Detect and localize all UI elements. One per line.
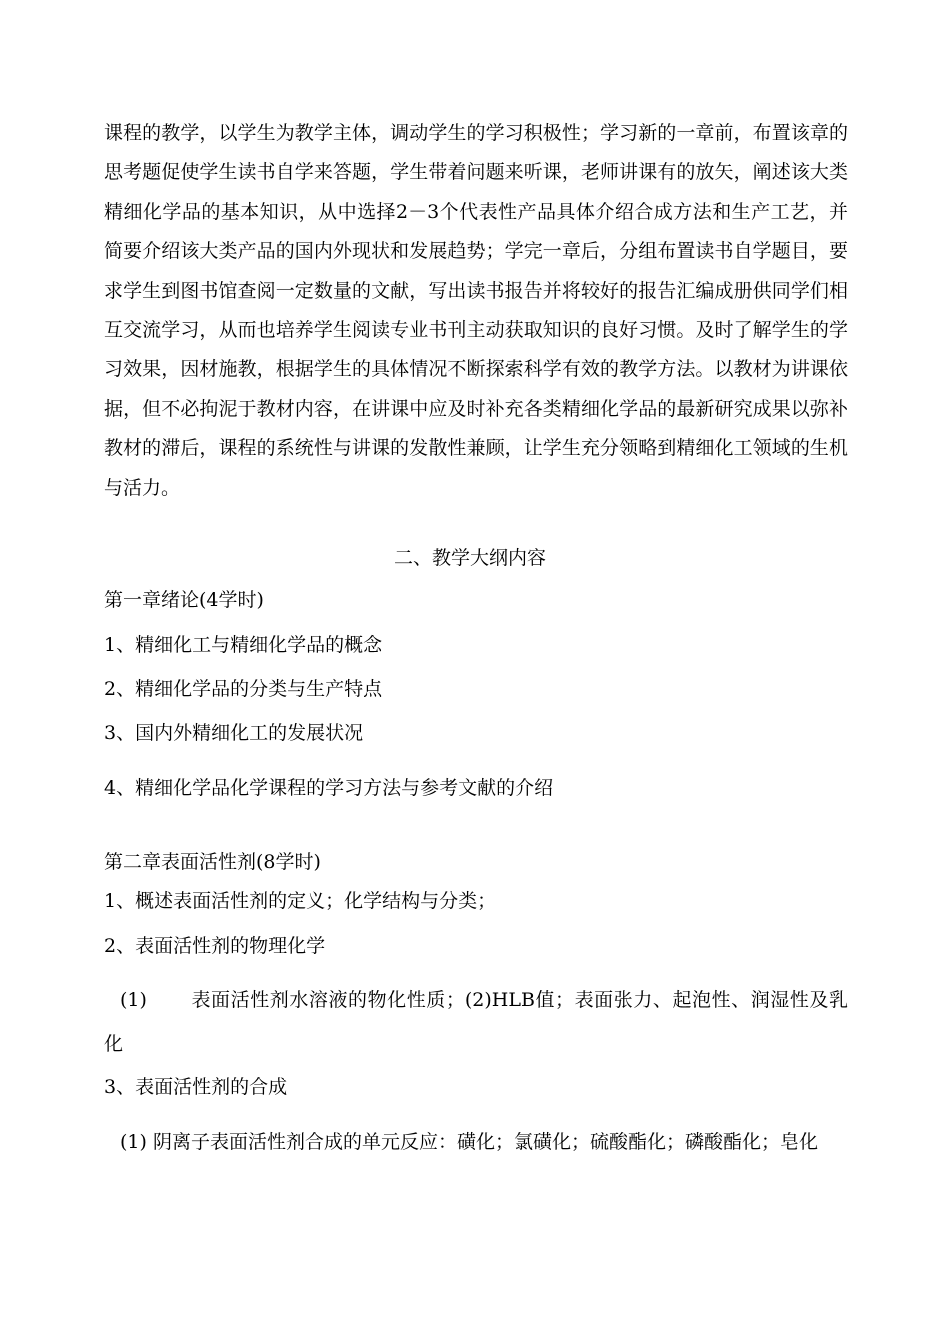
chapter2-item-2: 2、表面活性剂的物理化学 bbox=[104, 935, 326, 957]
sub-text: 表面活性剂水溶液的物化性质；(2)HLB值；表面张力、起泡性、润湿性及乳化 bbox=[104, 989, 848, 1055]
section-heading: 二、教学大纲内容 bbox=[394, 547, 547, 569]
chapter2-title: 第二章表面活性剂(8学时) bbox=[104, 851, 321, 873]
chapter2-item-1: 1、概述表面活性剂的定义；化学结构与分类； bbox=[104, 890, 497, 912]
chapter1-title: 第一章绪论(4学时) bbox=[104, 589, 264, 611]
chapter1-item-2: 2、精细化学品的分类与生产特点 bbox=[104, 678, 383, 700]
chapter1-item-3: 3、国内外精细化工的发展状况 bbox=[104, 722, 364, 744]
intro-paragraph: 课程的教学，以学生为教学主体，调动学生的学习积极性；学习新的一章前，布置该章的思考题促使学生读书自学来答题，学生带着问题来听课，老师讲课有的放矢，阐述该大类精细化学品的基本知识，从中选择2－3个代表性产品具体介绍合成方法和生产工艺，并简要介绍该大类产品的国内外现状和发展趋势；学完一章后，分组布置读书自学题目，要求学生到图书馆查阅一定数量的文献，写出读书报告并将较好的报告汇编成册供同学们相互交流学习，从而也培养学生阅读专业书刊主动获取知识的良好习惯。及时了解学生的学习效果，因材施教，根据学生的具体情况不断探索科学有效的教学方法。以教材为讲课依据，但不必拘泥于教材内容，在讲课中应及时补充各类精细化学品的最新研究成果以弥补教材的滞后，课程的系统性与讲课的发散性兼顾，让学生充分领略到精细化工领域的生机与活力。 bbox=[104, 122, 848, 499]
chapter2-item-3: 3、表面活性剂的合成 bbox=[104, 1076, 288, 1098]
chapter2-item-2-sub bbox=[104, 978, 848, 1066]
sub-marker: (1) bbox=[120, 989, 147, 1011]
chapter2-item-3-sub: (1) 阴离子表面活性剂合成的单元反应：磺化；氯磺化；硫酸酯化；磷酸酯化；皂化 bbox=[120, 1131, 818, 1153]
chapter1-item-1: 1、精细化工与精细化学品的概念 bbox=[104, 634, 383, 656]
chapter1-item-4: 4、精细化学品化学课程的学习方法与参考文献的介绍 bbox=[104, 777, 554, 799]
